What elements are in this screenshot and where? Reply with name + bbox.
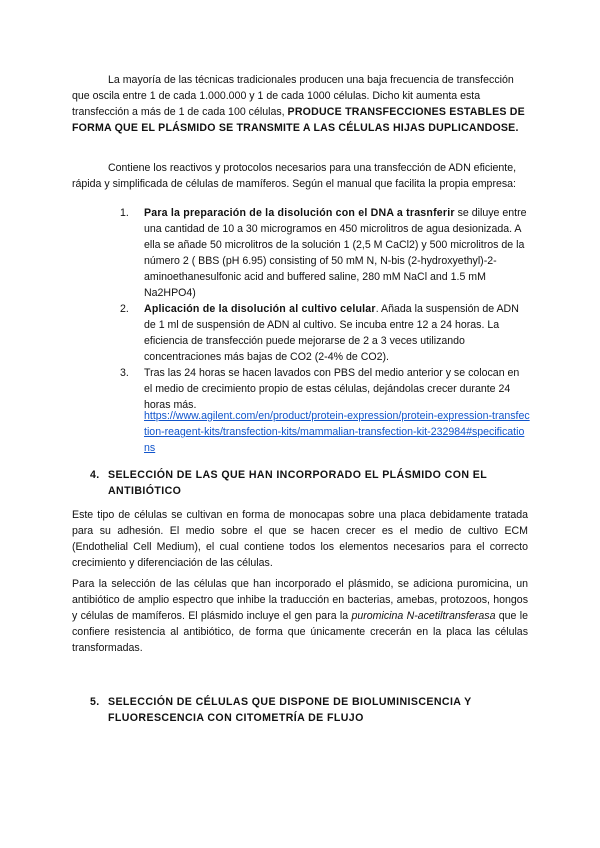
paragraph-text: Para la selección de las células que han incorporado el plásmido, se adiciona puromicina, un antibiótico de amplio espectro que inhibe la traducción en bacterias, amebas, protozoos, hongos y células de mamíferos. El plásmido incluye el gen para la bbox=[72, 578, 528, 622]
intro-paragraph bbox=[72, 72, 528, 136]
list-item bbox=[120, 301, 528, 365]
kit-paragraph: Contiene los reactivos y protocolos necesarios para una transfección de ADN eficiente, rápida y simplificada de células de mamíferos. Según el manual que facilita la propia empresa: bbox=[72, 162, 517, 190]
step-number: 1. bbox=[120, 207, 129, 219]
step-text: . Añada la suspensión de ADN de 1 ml de suspensión de ADN al cultivo. Se incuba entre 12 a 24 horas. La eficiencia de transfección puede mejorarse de 2 a 3 veces utilizando concentraciones más bajas de CO2 (2-4% de CO2). bbox=[144, 303, 519, 363]
section-number: 5. bbox=[90, 696, 100, 708]
intro-text: La mayoría de las técnicas tradicionales producen una baja frecuencia de transfección que oscila entre 1 de cada 1.000.000 y 1 de cada 1000 células. Dicho kit aumenta esta transfección a más de 1 de cada 100 células, bbox=[72, 74, 514, 118]
list-item bbox=[120, 205, 528, 301]
intro-bold-text: PRODUCE TRANSFECCIONES ESTABLES DE FORMA QUE EL PLÁSMIDO SE TRANSMITE A LAS CÉLULAS HIJAS DUPLICANDOSE. bbox=[72, 106, 525, 134]
section-title: SELECCIÓN DE LAS QUE HAN INCORPORADO EL PLÁSMIDO CON EL ANTIBIÓTICO bbox=[108, 469, 487, 497]
step-number: 3. bbox=[120, 367, 129, 379]
gene-name: puromicina N-acetiltransferasa bbox=[351, 610, 496, 622]
step-text: se diluye entre una cantidad de 10 a 30 microgramos en 450 microlitros de agua desionizada. A ella se añade 50 microlitros de la solución 1 (2,5 M CaCl2) y 500 microlitros de la número 2 ( BBS (pH 6.95) consisting of 50 mM N, N-bis (2-hydroxyethyl)-2-aminoethanesulfonic acid and buffered saline, 280 mM NaCl and 1.5 mM Na2HPO4) bbox=[144, 207, 527, 299]
step-number: 2. bbox=[120, 303, 129, 315]
step-bold-text: Aplicación de la disolución al cultivo celular bbox=[144, 303, 376, 315]
list-item bbox=[120, 365, 528, 413]
section-4-paragraph-1: Este tipo de células se cultivan en forma de monocapas sobre una placa debidamente tratada para su adhesión. El medio sobre el que se hacen crecer es el medio de cultivo ECM (Endothelial Cell Medium), el cual contiene todos los elementos necesarios para el correcto crecimiento y diferenciación de las células. bbox=[72, 509, 528, 569]
source-link[interactable]: https://www.agilent.com/en/product/protein-expression/protein-expression-transfection-reagent-kits/transfection-kits/mammalian-transfection-kit-232984#specifications bbox=[144, 410, 530, 454]
section-title: SELECCIÓN DE CÉLULAS QUE DISPONE DE BIOLUMINISCENCIA Y FLUORESCENCIA CON CITOMETRÍA DE FLUJO bbox=[108, 696, 472, 724]
section-number: 4. bbox=[90, 469, 100, 481]
section-5-heading bbox=[90, 694, 530, 726]
step-text: Tras las 24 horas se hacen lavados con PBS del medio anterior y se colocan en el medio de crecimiento propio de estas células, dejándolas crecer durante 24 horas más. bbox=[144, 367, 520, 411]
section-4-heading bbox=[90, 467, 530, 499]
protocol-steps-list bbox=[120, 205, 528, 413]
section-4-paragraph-2 bbox=[72, 576, 528, 656]
step-bold-text: Para la preparación de la disolución con el DNA a trasnferir bbox=[144, 207, 455, 219]
paragraph-text: que le confiere resistencia al antibiótico, de forma que únicamente crecerán en la placa las células transformadas. bbox=[72, 610, 528, 654]
